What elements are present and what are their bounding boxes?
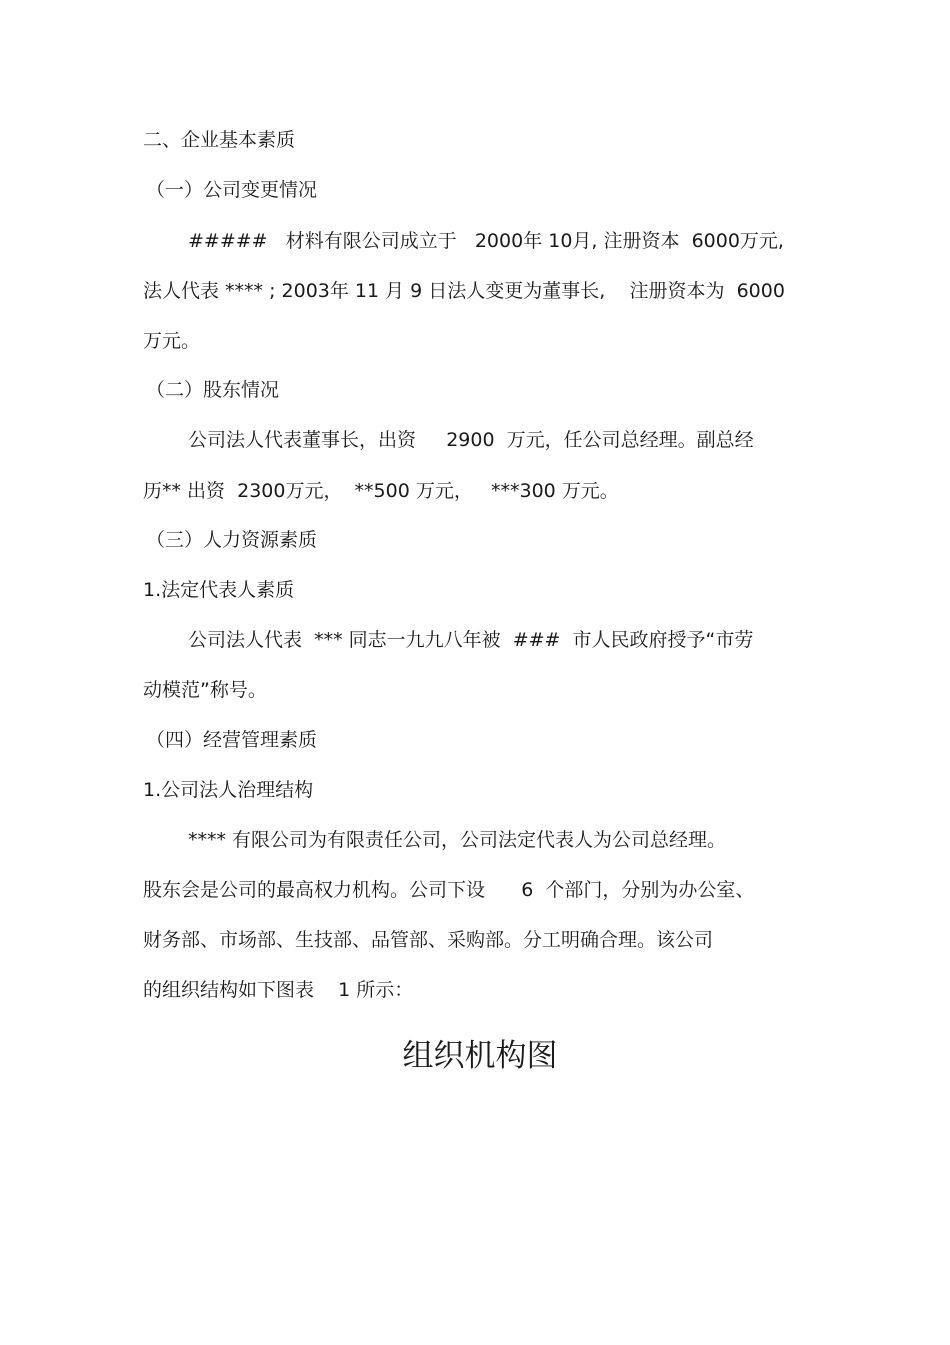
figure-title: 组织机构图 [402,1038,558,1074]
paragraph-line: **** 有限公司为有限责任公司，公司法定代表人为公司总经理。 [188,829,727,851]
section-title: 二、企业基本素质 [143,129,296,151]
paragraph-line: 历** 出资 2300万元， **500 万元， ***300 万元。 [143,480,619,502]
heading-shareholders: （二）股东情况 [146,379,280,401]
heading-human-resources: （三）人力资源素质 [146,529,318,551]
paragraph-line: 公司法人代表董事长，出资 2900 万元，任公司总经理。副总经 [188,429,754,451]
heading-management: （四）经营管理素质 [146,729,318,751]
paragraph-line: 股东会是公司的最高权力机构。公司下设 6 个部门，分别为办公室、 [143,879,755,901]
paragraph-line: ##### 材料有限公司成立于 2000年 10月, 注册资本 6000万元, [188,230,784,252]
subheading-legal-rep: 1.法定代表人素质 [143,579,295,601]
heading-company-changes: （一）公司变更情况 [146,179,318,201]
paragraph-line: 的组织结构如下图表 1 所示： [143,979,414,1001]
paragraph-line: 动模范”称号。 [143,679,267,701]
paragraph-line: 法人代表 **** ; 2003年 11 月 9 日法人变更为董事长, 注册资本为 6000 [143,280,785,302]
paragraph-line: 公司法人代表 *** 同志一九九八年被 ### 市人民政府授予“市劳 [188,629,754,651]
paragraph-line: 万元。 [143,330,201,352]
subheading-governance: 1.公司法人治理结构 [143,779,314,801]
paragraph-line: 财务部、市场部、生技部、品管部、采购部。分工明确合理。该公司 [143,929,714,951]
